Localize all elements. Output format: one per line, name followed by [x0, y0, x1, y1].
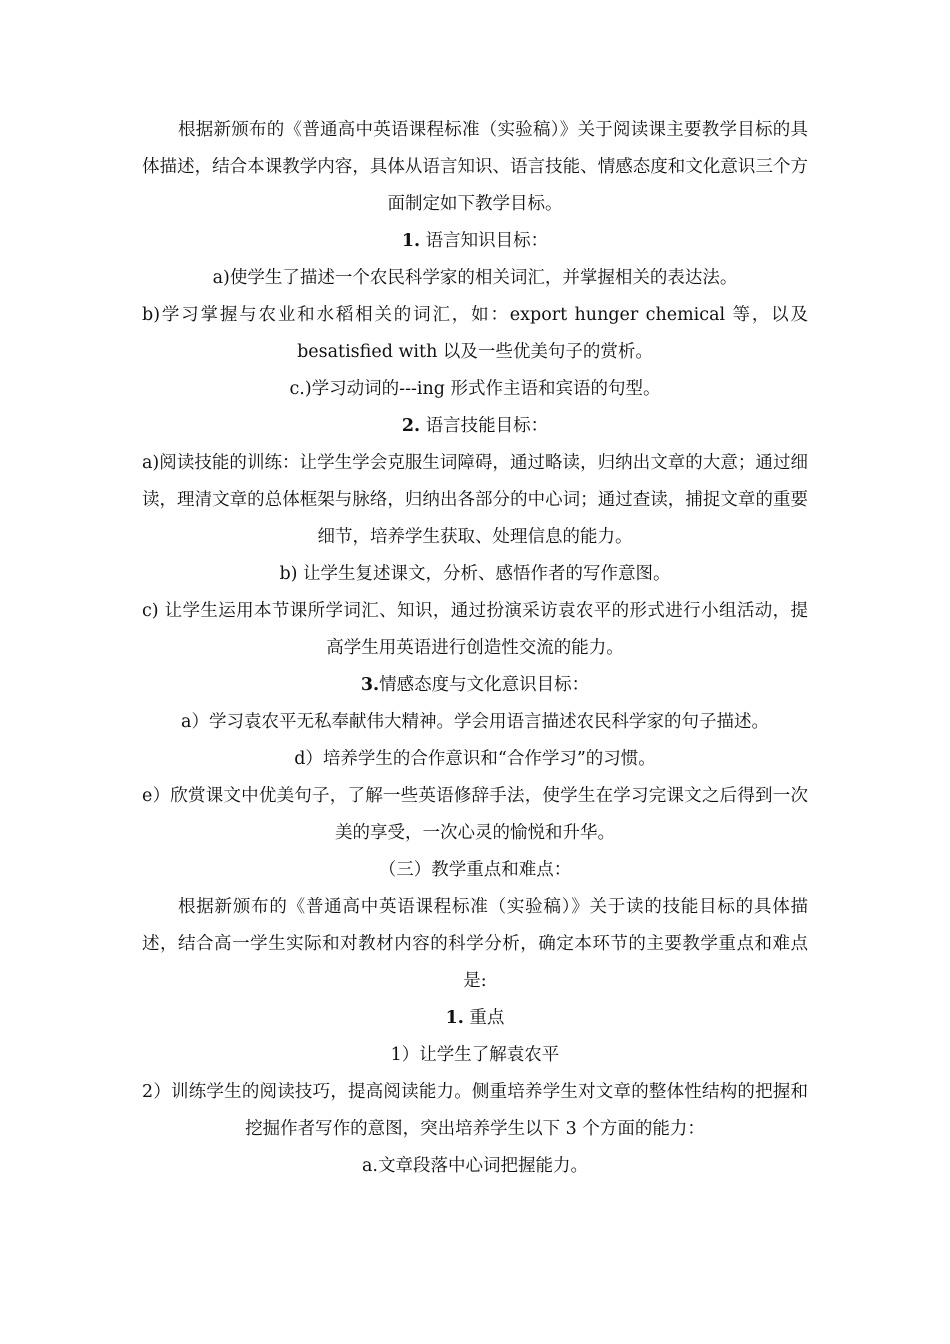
key-points-heading — [142, 1000, 808, 1037]
goal3-item-d: d）培养学生的合作意识和“合作学习”的习惯。 — [294, 749, 656, 769]
goal2-item-b: b) 让学生复述课文，分析、感悟作者的写作意图。 — [279, 564, 671, 584]
goal3-title: 情感态度与文化意识目标： — [379, 675, 590, 695]
goal1-heading — [142, 223, 808, 260]
intro-paragraph: 根据新颁布的《普通高中英语课程标准（实验稿）》关于阅读课主要教学目标的具体描述，结合本课教学内容，具体从语言知识、语言技能、情感态度和文化意识三个方面制定如下教学目标。 — [142, 120, 808, 214]
key-points-title: 重点 — [463, 1008, 505, 1028]
goal2-number: 2. — [401, 416, 421, 436]
goal3-heading — [142, 667, 808, 704]
section3-intro: 根据新颁布的《普通高中英语课程标准（实验稿）》关于读的技能目标的具体描述，结合高一学生实际和对教材内容的科学分析，确定本环节的主要教学重点和难点是: — [142, 897, 808, 991]
goal3-number: 3. — [360, 675, 380, 695]
goal2-item-a: a)阅读技能的训练：让学生学会克服生词障碍，通过略读，归纳出文章的大意；通过细读，理清文章的总体框架与脉络，归纳出各部分的中心词；通过查读，捕捉文章的重要细节，培养学生获取、处理信息的能力。 — [142, 453, 808, 547]
goal2-heading — [142, 408, 808, 445]
goal3-item-a: a）学习袁农平无私奉献伟大精神。学会用语言描述农民科学家的句子描述。 — [181, 712, 769, 732]
section3-heading: （三）教学重点和难点： — [378, 860, 572, 880]
key-point-1: 1）让学生了解袁农平 — [390, 1045, 560, 1065]
key-point-2: 2）训练学生的阅读技巧，提高阅读能力。侧重培养学生对文章的整体性结构的把握和挖掘作者写作的意图，突出培养学生以下 3 个方面的能力： — [142, 1082, 808, 1139]
goal1-item-c: c.)学习动词的---ing 形式作主语和宾语的句型。 — [289, 379, 661, 399]
goal2-title: 语言技能目标： — [420, 416, 549, 436]
key-point-2a: a.文章段落中心词把握能力。 — [362, 1156, 588, 1176]
goal2-item-c: c) 让学生运用本节课所学词汇、知识，通过扮演采访袁农平的形式进行小组活动，提高学生用英语进行创造性交流的能力。 — [142, 601, 808, 658]
goal1-item-a: a)使学生了描述一个农民科学家的相关词汇，并掌握相关的表达法。 — [212, 268, 738, 288]
goal1-item-b: b)学习掌握与农业和水稻相关的词汇，如：export hunger chemical 等，以及besatisfied with 以及一些优美句子的赏析。 — [142, 305, 808, 362]
key-points-number: 1. — [445, 1008, 464, 1028]
goal1-title: 语言知识目标： — [420, 231, 549, 251]
goal1-number: 1. — [401, 231, 421, 251]
goal3-item-e: e）欣赏课文中优美句子，了解一些英语修辞手法，使学生在学习完课文之后得到一次美的享受，一次心灵的愉悦和升华。 — [142, 786, 808, 843]
